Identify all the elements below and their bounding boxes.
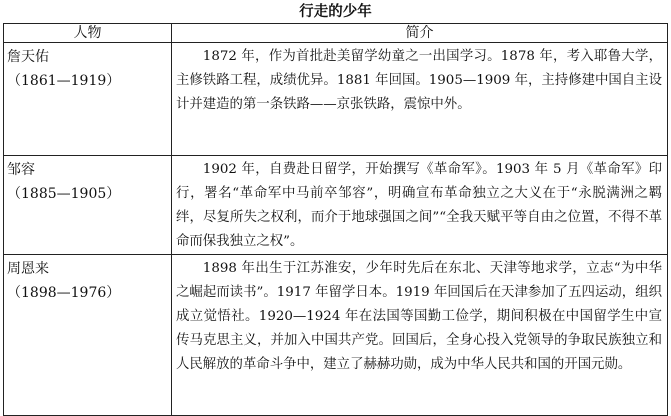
person-name: 詹天佑 <box>7 49 49 65</box>
person-bio: 1902 年，自费赴日留学，开始撰写《革命军》。1903 年 5 月《革命军》印行，署名“革命军中马前卒邹容”，明确宣布革命独立之大义在于“永脱满洲之羁绊，尽复所失之权利，而介于地球强国之间”“全我天赋平等自由之位置，不得不革命而保我独立之权”。 <box>172 156 668 255</box>
person-years: （1898—1976） <box>7 285 121 301</box>
person-name: 周恩来 <box>7 261 49 277</box>
person-cell <box>4 156 172 255</box>
person-bio: 1872 年，作为首批赴美留学幼童之一出国学习。1878 年，考入耶鲁大学，主修铁路工程，成绩优异。1881 年回国。1905—1909 年，主持修建中国自主设计并建造的第一条铁路——京张铁路，震惊中外。 <box>172 43 668 156</box>
header-person: 人物 <box>4 24 172 43</box>
document-title: 行走的少年 <box>299 4 372 20</box>
person-cell <box>4 43 172 156</box>
person-cell <box>4 255 172 416</box>
table-row <box>4 255 668 416</box>
person-bio: 1898 年出生于江苏淮安，少年时先后在东北、天津等地求学，立志“为中华之崛起而读书”。1917 年留学日本。1919 年回国后在天津参加了五四运动，组织成立觉悟社。1920—1924 年在法国等国勤工俭学，期间积极在中国留学生中宣传马克思主义，并加入中国共产党。回国后，全身心投入党领导的争取民族独立和人民解放的革命斗争中，建立了赫赫功勋，成为中华人民共和国的开国元勋。 <box>172 255 668 416</box>
biography-table <box>3 23 668 416</box>
person-name: 邹容 <box>7 162 35 178</box>
person-years: （1885—1905） <box>7 186 121 202</box>
table-header-row <box>4 24 668 43</box>
person-years: （1861—1919） <box>7 73 121 89</box>
table-row <box>4 156 668 255</box>
table-row <box>4 43 668 156</box>
header-intro: 简介 <box>172 24 668 43</box>
